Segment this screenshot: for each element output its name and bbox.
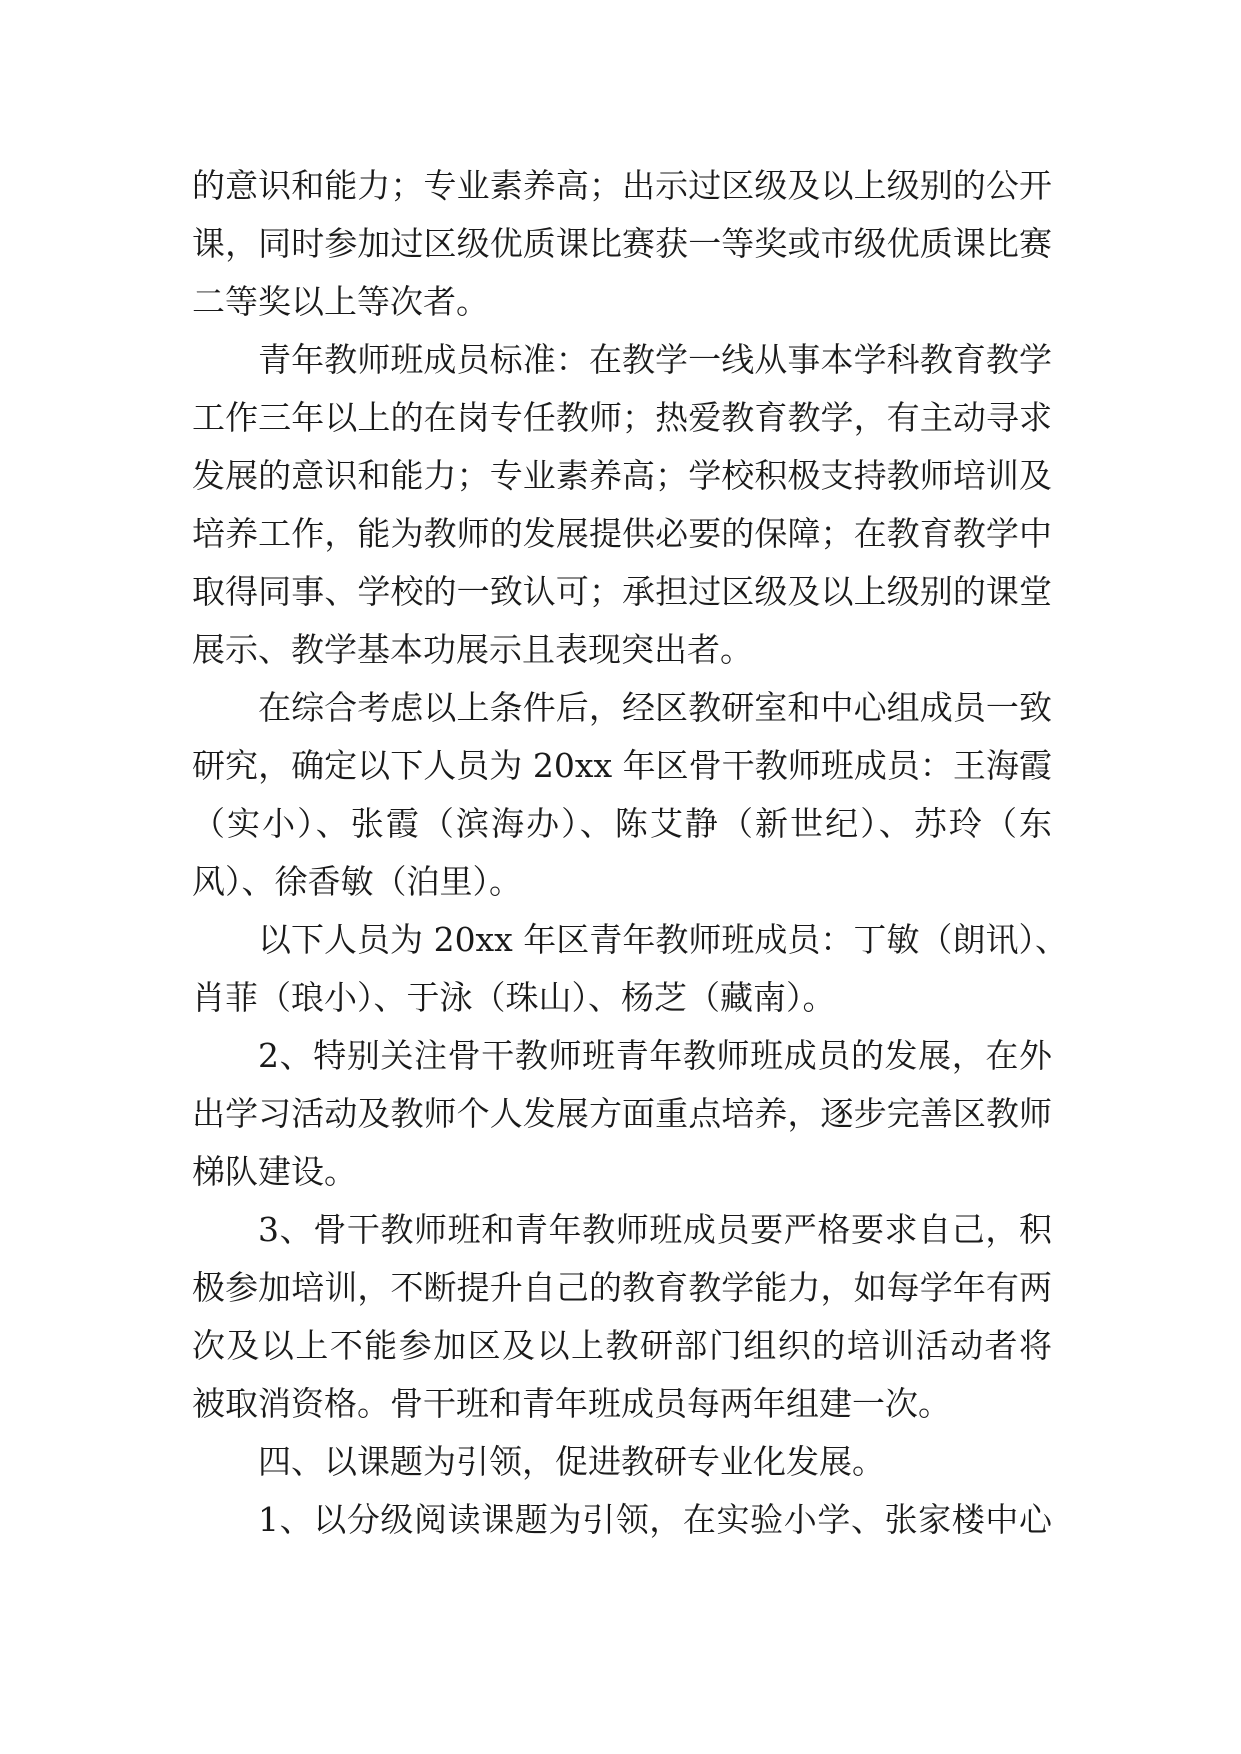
text-line: 二等奖以上等次者。 — [192, 282, 489, 321]
text-line: 出学习活动及教师个人发展方面重点培养，逐步完善区教师 — [192, 1094, 1052, 1133]
text-line: 取得同事、学校的一致认可；承担过区级及以上级别的课堂 — [192, 572, 1052, 611]
text-line: 四、以课题为引领，促进教研专业化发展。 — [258, 1442, 885, 1481]
text-line: 工作三年以上的在岗专任教师；热爱教育教学，有主动寻求 — [192, 398, 1052, 437]
text-line: 1、以分级阅读课题为引领，在实验小学、张家楼中心 — [258, 1500, 1052, 1539]
text-line: 的意识和能力；专业素养高；出示过区级及以上级别的公开 — [192, 166, 1052, 205]
text-line: 青年教师班成员标准：在教学一线从事本学科教育教学 — [258, 340, 1052, 379]
text-line: 3、骨干教师班和青年教师班成员要严格要求自己，积 — [258, 1210, 1052, 1249]
text-line: 在综合考虑以上条件后，经区教研室和中心组成员一致 — [258, 688, 1052, 727]
text-line: 以下人员为 20xx 年区青年教师班成员：丁敏（朗讯）、 — [258, 920, 1068, 959]
text-line: 课，同时参加过区级优质课比赛获一等奖或市级优质课比赛 — [192, 224, 1052, 263]
text-line: 极参加培训，不断提升自己的教育教学能力，如每学年有两 — [192, 1268, 1052, 1307]
text-line: 风）、徐香敏（泊里）。 — [192, 862, 522, 901]
text-line: 培养工作，能为教师的发展提供必要的保障；在教育教学中 — [192, 514, 1052, 553]
text-line: 研究，确定以下人员为 20xx 年区骨干教师班成员：王海霞 — [192, 746, 1052, 785]
text-line: 发展的意识和能力；专业素养高；学校积极支持教师培训及 — [192, 456, 1052, 495]
text-line: 展示、教学基本功展示且表现突出者。 — [192, 630, 753, 669]
text-line: 梯队建设。 — [192, 1152, 357, 1191]
text-line: 肖菲（琅小）、于泳（珠山）、杨芝（藏南）。 — [192, 978, 836, 1017]
text-line: 2、特别关注骨干教师班青年教师班成员的发展，在外 — [258, 1036, 1052, 1075]
text-line: 次及以上不能参加区及以上教研部门组织的培训活动者将 — [192, 1326, 1052, 1365]
text-line: （实小）、张霞（滨海办）、陈艾静（新世纪）、苏玲（东 — [192, 804, 1052, 843]
text-line: 被取消资格。骨干班和青年班成员每两年组建一次。 — [192, 1384, 951, 1423]
